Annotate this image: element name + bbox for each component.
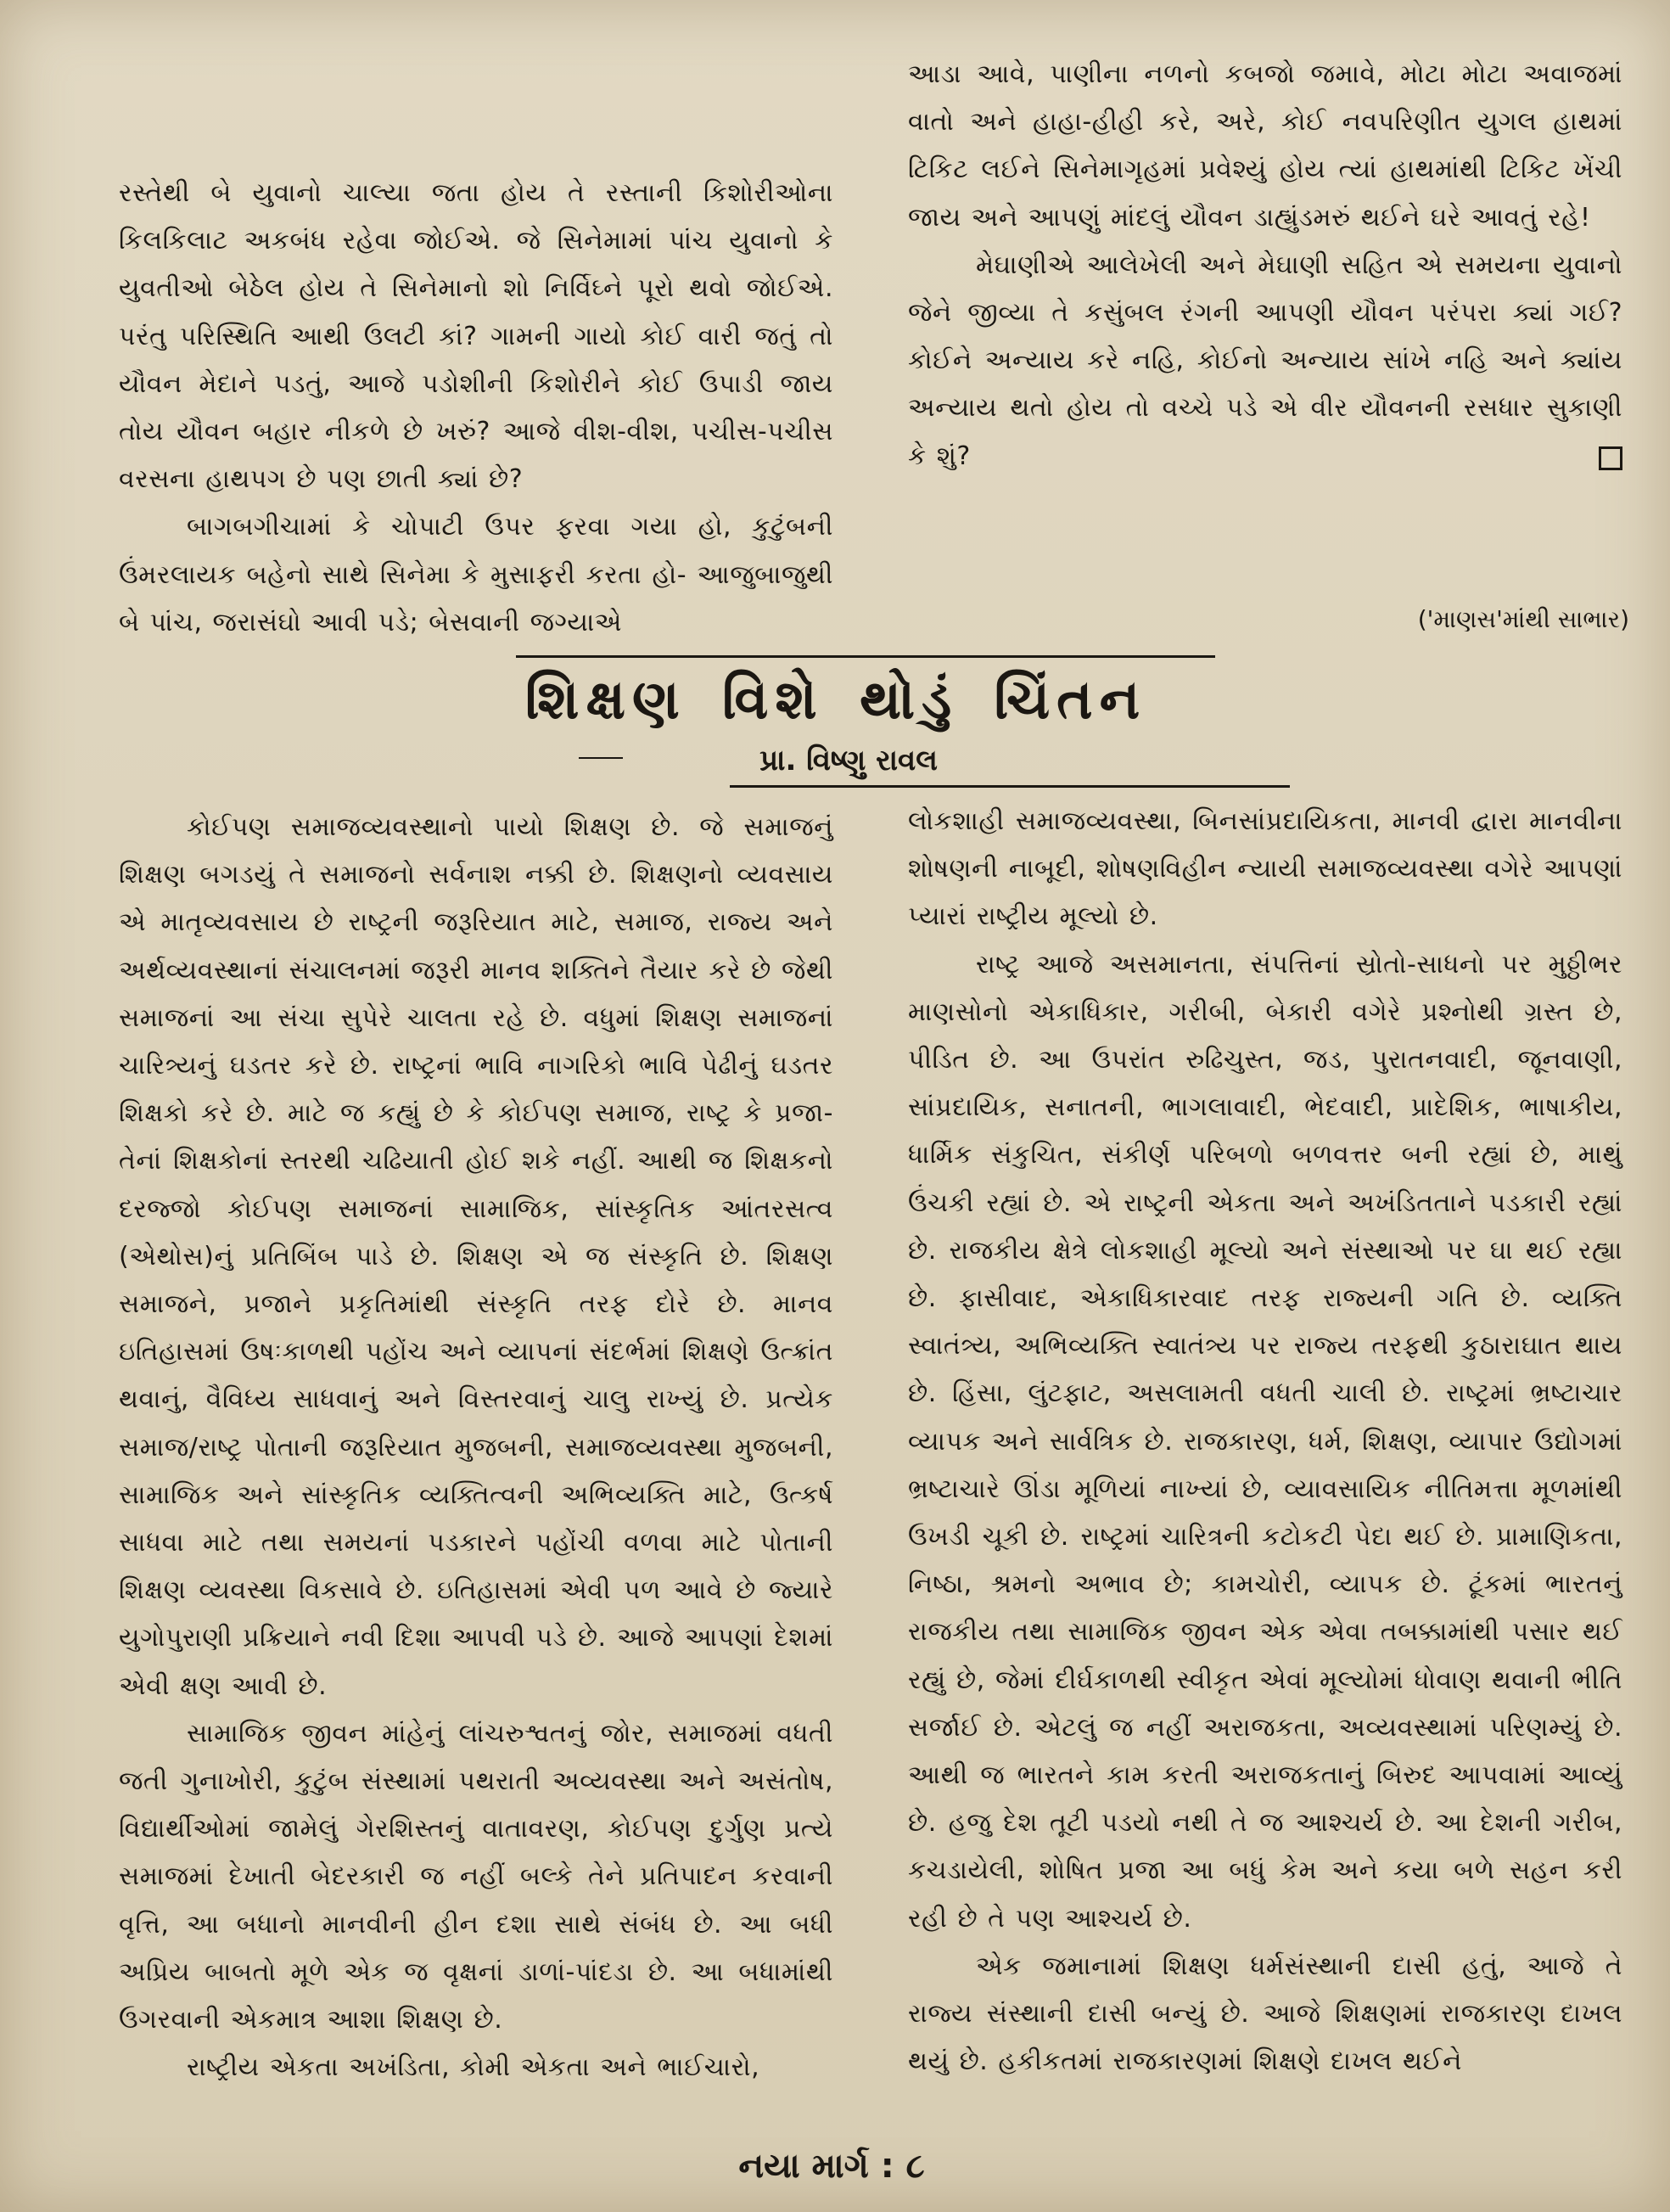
paragraph: સામાજિક જીવન માંહેનું લાંચરુશ્વતનું જોર, સમાજમાં વધતી જતી ગુનાખોરી, કુટુંબ સંસ્થામાં પથરાતી અવ્યવસ્થા અને અસંતોષ, વિદ્યાર્થીઓમાં જામેલું ગેરશિસ્તનું વાતાવરણ, કોઈપણ દુર્ગુણ પ્રત્યે સમાજમાં દેખાતી બેદરકારી જ નહીં બલ્કે તેને પ્રતિપાદન કરવાની વૃત્તિ, આ બધાનો માનવીની હીન દશા સાથે સંબંધ છે. આ બધી અપ્રિય બાબતો મૂળે એક જ વૃક્ષનાં ડાળાં-પાંદડા છે. આ બધામાંથી ઉગરવાની એકમાત્ર આશા શિક્ષણ છે. (119, 1718, 833, 2035)
paragraph-text: મેઘાણીએ આલેખેલી અને મેઘાણી સહિત એ સમયના યુવાનો જેને જીવ્યા તે કસુંબલ રંગની આપણી યૌવન પરંપરા ક્યાં ગઈ? કોઈને અન્યાય કરે નહિ, કોઈનો અન્યાય સાંખે નહિ અને ક્યાંય અન્યાય થતો હોય તો વચ્ચે પડે એ વીર યૌવનની રસધાર સુકાણી કે શું? (908, 250, 1622, 471)
title-rule-top (516, 655, 1215, 658)
article-left-column (119, 804, 833, 2091)
paragraph: એક જમાનામાં શિક્ષણ ધર્મસંસ્થાની દાસી હતું, આજે તે રાજ્ય સંસ્થાની દાસી બન્યું છે. આજે શિક્ષણમાં રાજકારણ દાખલ થયું છે. હકીકતમાં રાજકારણમાં શિક્ષણે દાખલ થઈને (908, 1951, 1622, 2077)
page-footer: નયા માર્ગ : ૮ (738, 2147, 925, 2186)
paragraph: રસ્તેથી બે યુવાનો ચાલ્યા જતા હોય તે રસ્તાની કિશોરીઓના કિલકિલાટ અકબંધ રહેવા જોઈએ. જે સિનેમામાં પાંચ યુવાનો કે યુવતીઓ બેઠેલ હોય તે સિનેમાનો શો નિર્વિઘ્ને પૂરો થવો જોઈએ. પરંતુ પરિસ્થિતિ આથી ઉલટી કાં? ગામની ગાયો કોઈ વારી જતું તો યૌવન મેદાને પડતું, આજે પડોશીની કિશોરીને કોઈ ઉપાડી જાય તોય યૌવન બહાર નીકળે છે ખરું? આજે વીશ-વીશ, પચીસ-પચીસ વરસના હાથપગ છે પણ છાતી ક્યાં છે? (119, 178, 833, 495)
paragraph: બાગબગીચામાં કે ચોપાટી ઉપર ફરવા ગયા હો, કુટુંબની ઉંમરલાયક બહેનો સાથે સિનેમા કે મુસાફરી કરતા હો- આજુબાજુથી બે પાંચ, જરાસંઘો આવી પડે; બેસવાની જગ્યાએ (119, 512, 833, 637)
end-of-article-square-icon (1599, 446, 1622, 470)
article-right-column (908, 798, 1622, 2086)
paragraph: લોકશાહી સમાજવ્યવસ્થા, બિનસાંપ્રદાયિકતા, માનવી દ્વારા માનવીના શોષણની નાબૂદી, શોષણવિહીન ન્યાયી સમાજવ્યવસ્થા વગેરે આપણાં પ્યારાં રાષ્ટ્રીય મૂલ્યો છે. (908, 806, 1622, 932)
previous-article-right-column (908, 51, 1622, 480)
paragraph: આડા આવે, પાણીના નળનો કબજો જમાવે, મોટા મોટા અવાજમાં વાતો અને હાહા-હીહી કરે, અરે, કોઈ નવપરિણીત યુગલ હાથમાં ટિકિટ લઈને સિનેમાગૃહમાં પ્રવેશ્યું હોય ત્યાં હાથમાંથી ટિકિટ ખેંચી જાય અને આપણું માંદલું યૌવન ડાહ્યુંડમરું થઈને ઘરે આવતું રહે! (908, 59, 1622, 233)
paragraph: રાષ્ટ્ર આજે અસમાનતા, સંપત્તિનાં સ્રોતો-સાધનો પર મુઠ્ઠીભર માણસોનો એકાધિકાર, ગરીબી, બેકારી વગેરે પ્રશ્નોથી ગ્રસ્ત છે, પીડિત છે. આ ઉપરાંત રુઢિચુસ્ત, જડ, પુરાતનવાદી, જૂનવાણી, સાંપ્રદાયિક, સનાતની, ભાગલાવાદી, ભેદવાદી, પ્રાદેશિક, ભાષાકીય, ધાર્મિક સંકુચિત, સંકીર્ણ પરિબળો બળવત્તર બની રહ્યાં છે, માથું ઉંચકી રહ્યાં છે. એ રાષ્ટ્રની એકતા અને અખંડિતતાને પડકારી રહ્યાં છે. રાજકીય ક્ષેત્રે લોકશાહી મૂલ્યો અને સંસ્થાઓ પર ઘા થઈ રહ્યા છે. ફાસીવાદ, એકાધિકારવાદ તરફ રાજ્યની ગતિ છે. વ્યક્તિ સ્વાતંત્ર્ય, અભિવ્યક્તિ સ્વાતંત્ર્ય પર રાજ્ય તરફથી કુઠારાઘાત થાય છે. હિંસા, લુંટફાટ, અસલામતી વધતી ચાલી છે. રાષ્ટ્રમાં ભ્રષ્ટાચાર વ્યાપક અને સાર્વત્રિક છે. રાજકારણ, ધર્મ, શિક્ષણ, વ્યાપાર ઉદ્યોગમાં ભ્રષ્ટાચારે ઊંડા મૂળિયાં નાખ્યાં છે, વ્યાવસાયિક નીતિમત્તા મૂળમાંથી ઉખડી ચૂકી છે. રાષ્ટ્રમાં ચારિત્રની કટોકટી પેદા થઈ છે. પ્રામાણિકતા, નિષ્ઠા, શ્રમનો અભાવ છે; કામચોરી, વ્યાપક છે. ટૂંકમાં ભારતનું રાજકીય તથા સામાજિક જીવન એક એવા તબક્કામાંથી પસાર થઈ રહ્યું છે, જેમાં દીર્ઘકાળથી સ્વીકૃત એવાં મૂલ્યોમાં ધોવાણ થવાની ભીતિ સર્જાઈ છે. એટલું જ નહીં અરાજકતા, અવ્યવસ્થામાં પરિણમ્યું છે. આથી જ ભારતને કામ કરતી અરાજકતાનું બિરુદ આપવામાં આવ્યું છે. હજુ દેશ તૂટી પડયો નથી તે જ આશ્ચર્ય છે. આ દેશની ગરીબ, કચડાયેલી, શોષિત પ્રજા આ બધું કેમ અને કયા બળે સહન કરી રહી છે તે પણ આશ્ચર્ય છે. (908, 949, 1622, 1934)
previous-article-left-column (119, 170, 833, 647)
paragraph (908, 242, 1622, 480)
source-credit: ('માણસ'માંથી સાભાર) (1417, 605, 1629, 633)
title-rule-bottom (730, 785, 1290, 788)
article-author: પ્રા. વિષ્ણુ રાવલ (759, 744, 938, 778)
paragraph: રાષ્ટ્રીય એકતા અખંડિતા, કોમી એકતા અને ભાઈચારો, (187, 2052, 760, 2083)
paragraph: કોઈપણ સમાજવ્યવસ્થાનો પાયો શિક્ષણ છે. જે સમાજનું શિક્ષણ બગડયું તે સમાજનો સર્વનાશ નક્કી છે. શિક્ષણનો વ્યવસાય એ માતૃવ્યવસાય છે રાષ્ટ્રની જરૂરિયાત માટે, સમાજ, રાજ્ય અને અર્થવ્યવસ્થાનાં સંચાલનમાં જરૂરી માનવ શક્તિને તૈયાર કરે છે જેથી સમાજનાં આ સંચા સુપેરે ચાલતા રહે છે. વધુમાં શિક્ષણ સમાજનાં ચારિત્ર્યનું ઘડતર કરે છે. રાષ્ટ્રનાં ભાવિ નાગરિકો ભાવિ પેઢીનું ઘડતર શિક્ષકો કરે છે. માટે જ કહ્યું છે કે કોઈપણ સમાજ, રાષ્ટ્ર કે પ્રજા-તેનાં શિક્ષકોનાં સ્તરથી ચઢિયાતી હોઈ શકે નહીં. આથી જ શિક્ષકનો દરજ્જો કોઈપણ સમાજનાં સામાજિક, સાંસ્કૃતિક આંતરસત્વ (એથોસ)નું પ્રતિબિંબ પાડે છે. શિક્ષણ એ જ સંસ્કૃતિ છે. શિક્ષણ સમાજને, પ્રજાને પ્રકૃતિમાંથી સંસ્કૃતિ તરફ દોરે છે. માનવ ઇતિહાસમાં ઉષઃકાળથી પહોંચ અને વ્યાપનાં સંદર્ભમાં શિક્ષણે ઉત્ક્રાંત થવાનું, વૈવિધ્ય સાધવાનું અને વિસ્તરવાનું ચાલુ રાખ્યું છે. પ્રત્યેક સમાજ/રાષ્ટ્ર પોતાની જરૂરિયાત મુજબની, સમાજવ્યવસ્થા મુજબની, સામાજિક અને સાંસ્કૃતિક વ્યક્તિત્વની અભિવ્યક્તિ માટે, ઉત્કર્ષ સાધવા માટે તથા સમયનાં પડકારને પહોંચી વળવા માટે પોતાની શિક્ષણ વ્યવસ્થા વિકસાવે છે. ઇતિહાસમાં એવી પળ આવે છે જ્યારે યુગોપુરાણી પ્રક્રિયાને નવી દિશા આપવી પડે છે. આજે આપણાં દેશમાં એવી ક્ષણ આવી છે. (119, 812, 834, 1701)
article-title: શિક્ષણ વિશે થોડું ચિંતન (524, 669, 1147, 732)
